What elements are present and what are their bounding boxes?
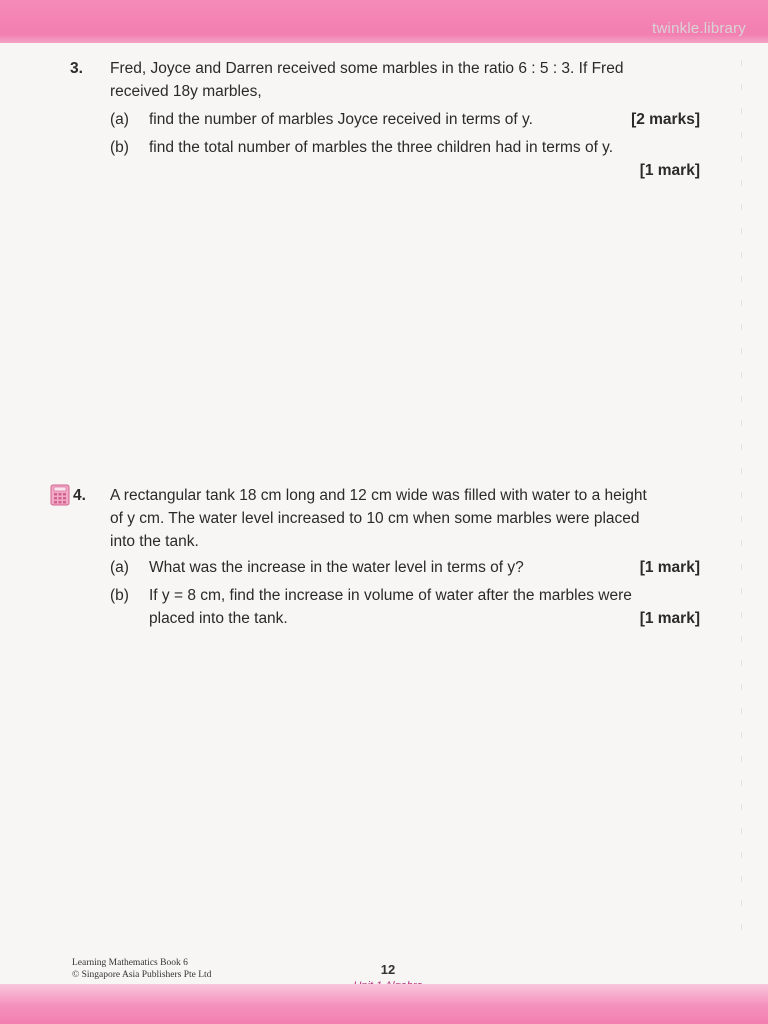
marks-label: [1 mark] xyxy=(639,610,700,627)
part-text: placed into the tank. xyxy=(149,610,288,627)
question-part-b xyxy=(110,584,700,630)
page-edge-marks xyxy=(741,60,742,940)
question-part-a xyxy=(110,108,700,131)
part-label: (b) xyxy=(110,139,129,156)
question-stem-line: into the tank. xyxy=(110,533,199,550)
calculator-icon xyxy=(50,484,70,506)
question-stem-line: A rectangular tank 18 cm long and 12 cm wide was filled with water to a height xyxy=(110,487,647,504)
copyright-text: © Singapore Asia Publishers Pte Ltd xyxy=(72,970,212,980)
footer-credits xyxy=(72,957,211,981)
marks-label: [1 mark] xyxy=(639,559,700,576)
question-3 xyxy=(70,57,700,182)
part-label: (b) xyxy=(110,587,129,604)
part-text: find the total number of marbles the three children had in terms of y. xyxy=(149,139,614,156)
marks-label: [2 marks] xyxy=(631,111,700,128)
footer-band xyxy=(0,984,768,1024)
part-text: If y = 8 cm, find the increase in volume of water after the marbles were xyxy=(149,587,632,604)
book-title: Learning Mathematics Book 6 xyxy=(72,958,188,968)
question-4 xyxy=(70,484,700,630)
part-text: find the number of marbles Joyce received in terms of y. xyxy=(149,111,533,128)
part-text: What was the increase in the water level in terms of y? xyxy=(149,559,524,576)
question-part-a xyxy=(110,556,700,579)
question-part-b xyxy=(110,136,700,182)
part-label: (a) xyxy=(110,559,129,576)
question-stem-line: Fred, Joyce and Darren received some marbles in the ratio 6 : 5 : 3. If Fred xyxy=(110,60,624,77)
watermark-text: twinkle.library xyxy=(652,20,746,37)
page-number: 12 xyxy=(380,962,396,977)
question-number: 4. xyxy=(73,487,86,504)
question-stem-line: received 18y marbles, xyxy=(110,83,262,100)
question-stem-line: of y cm. The water level increased to 10 cm when some marbles were placed xyxy=(110,510,640,527)
marks-label: [1 mark] xyxy=(639,162,700,179)
question-number: 3. xyxy=(70,60,83,77)
part-label: (a) xyxy=(110,111,129,128)
